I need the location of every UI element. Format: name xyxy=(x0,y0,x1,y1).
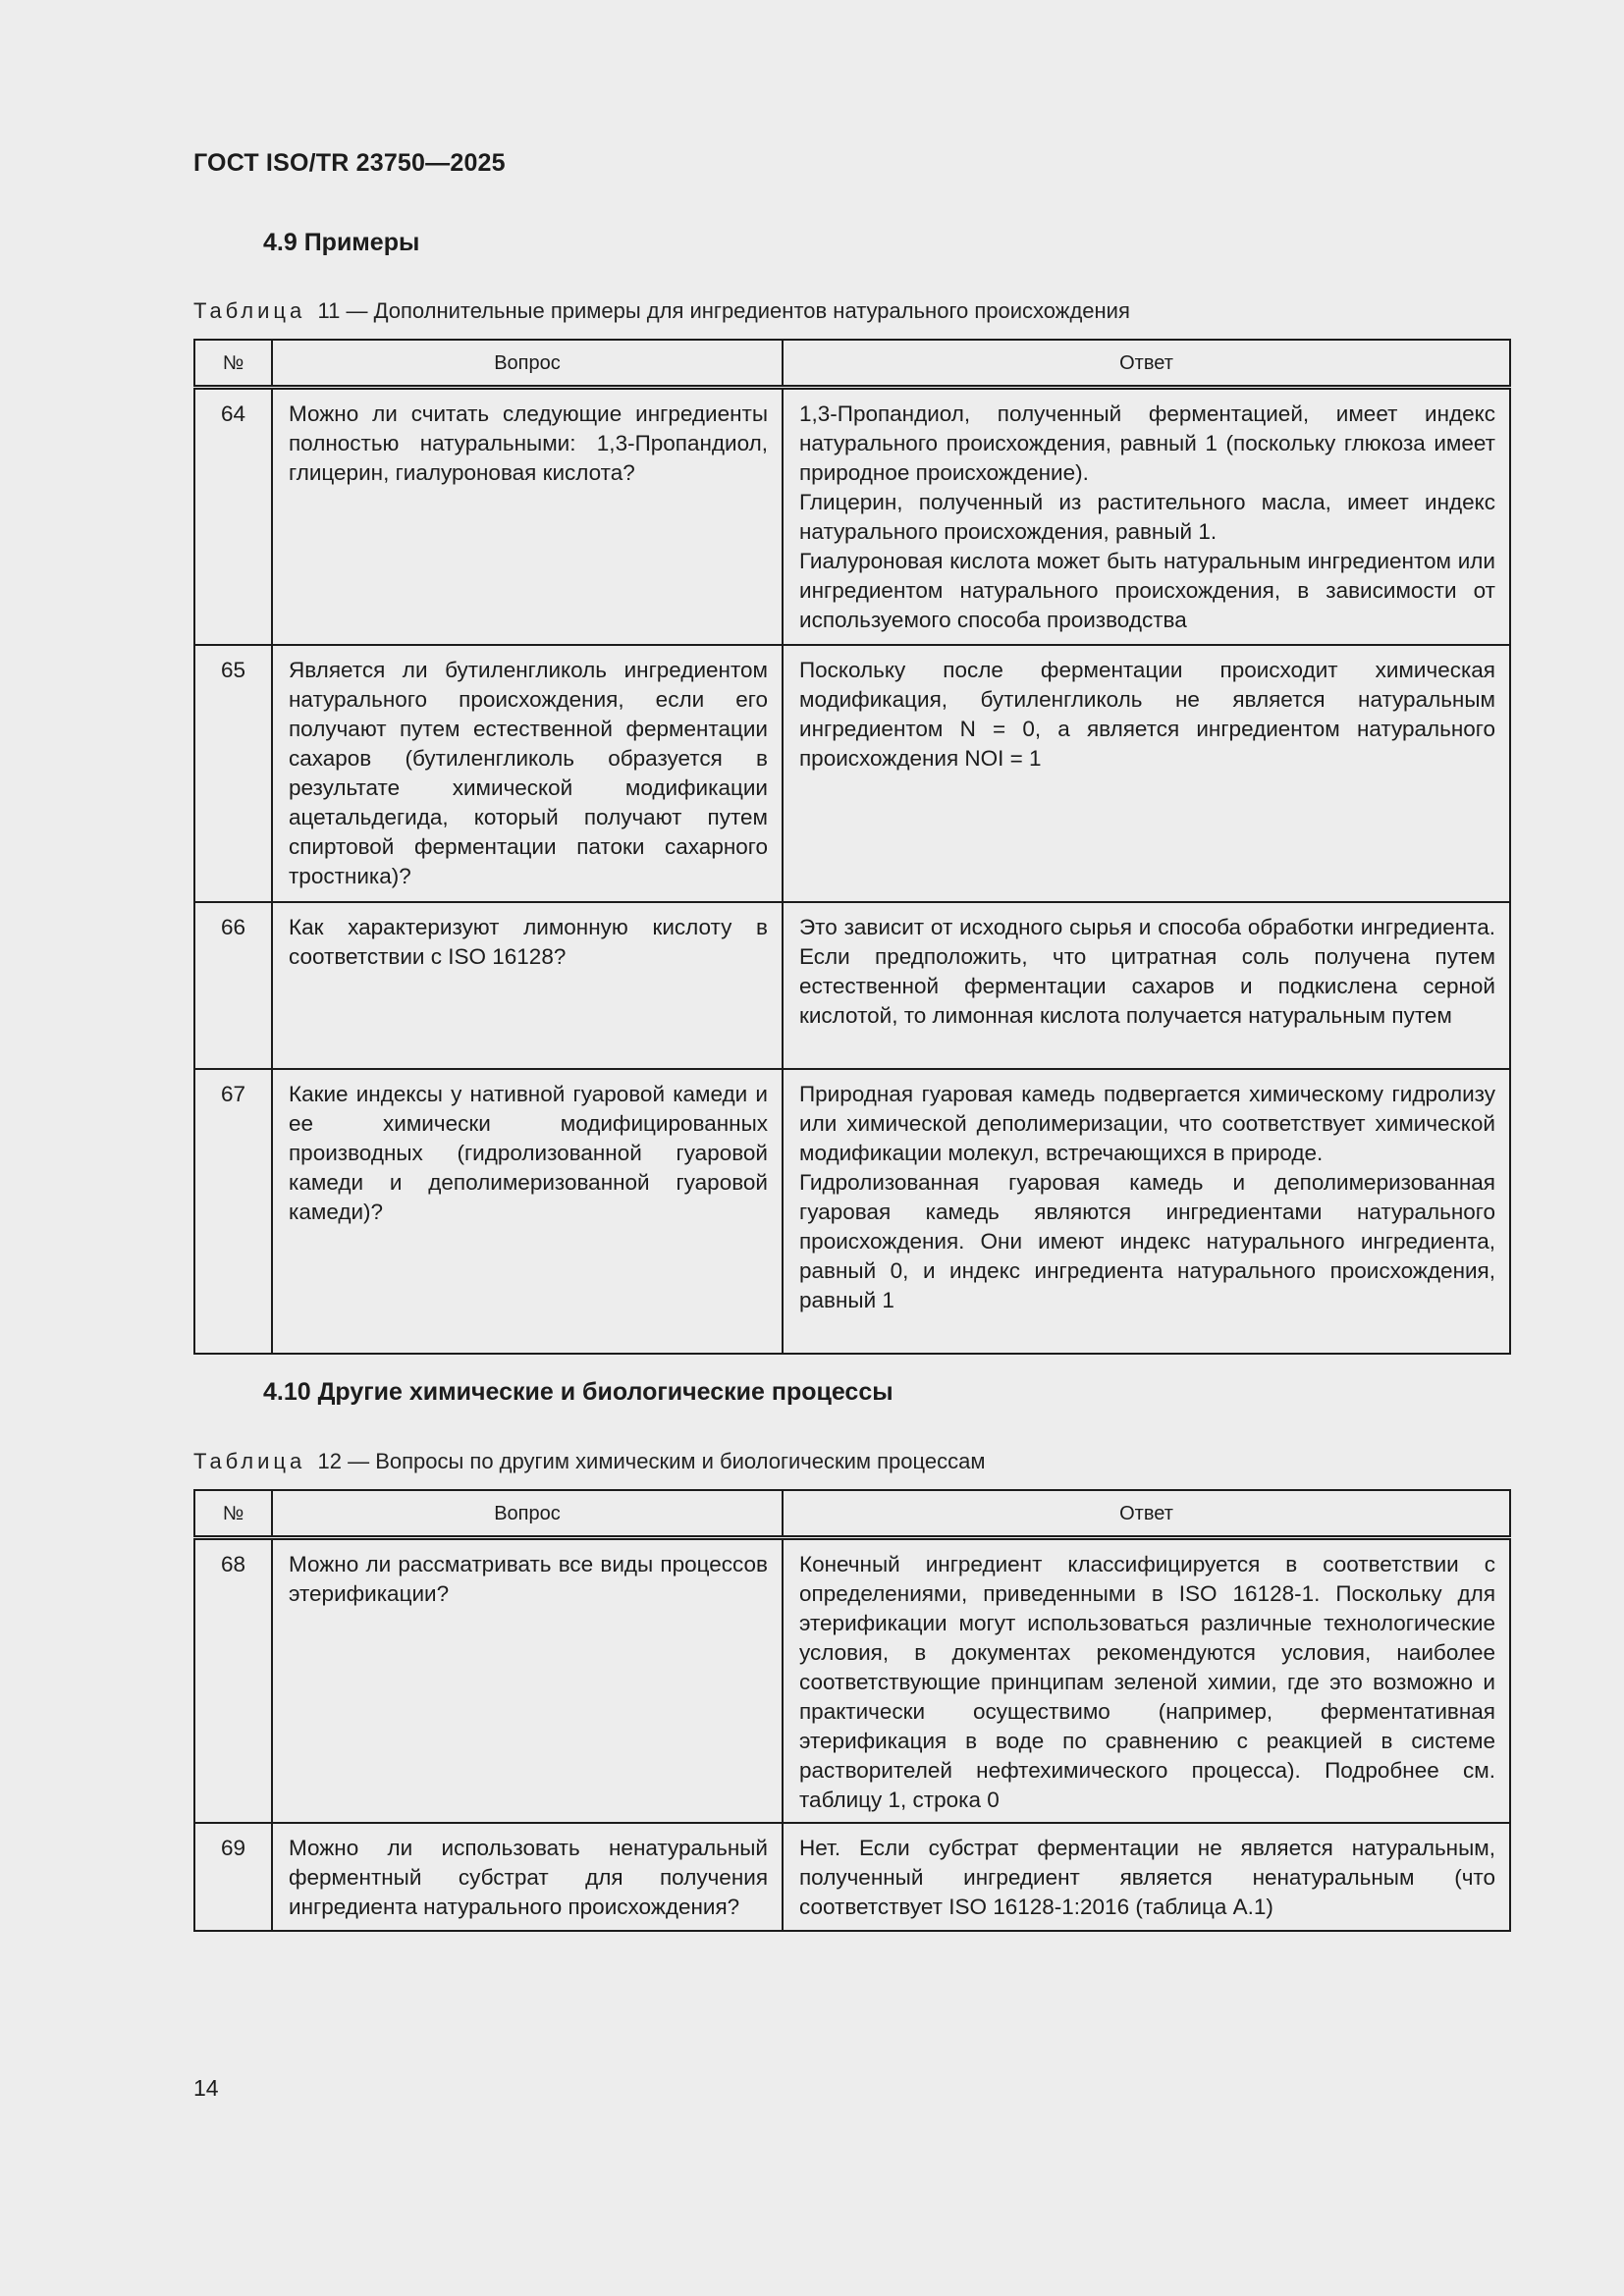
row-number: 64 xyxy=(194,388,272,645)
answer-cell xyxy=(783,1538,1510,1823)
answer-paragraph: Поскольку после ферментации происходит химическая модификация, бутиленгликоль не является натуральным ингредиентом N = 0, а является ингредиентом натурального происхождения NOI = 1 xyxy=(799,657,1495,771)
answer-paragraph: Это зависит от исходного сырья и способа обработки ингредиента. Если предположить, что цитратная соль получена путем естественной ферментации сахаров и подкислена серной кислотой, то лимонная кислота получается натуральным путем xyxy=(799,914,1495,1028)
question-cell: Можно ли использовать ненатуральный ферментный субстрат для получения ингредиента натурального происхождения? xyxy=(272,1823,783,1931)
table-12-caption-text: 12 — Вопросы по другим химическим и биологическим процессам xyxy=(317,1449,986,1473)
table-11-header-row xyxy=(194,340,1510,388)
answer-cell xyxy=(783,388,1510,645)
answer-paragraph: Природная гуаровая камедь подвергается химическому гидролизу или химической деполимеризации, что соответствует химической модификации молекул, встречающихся в природе. xyxy=(799,1081,1495,1165)
answer-paragraph: Глицерин, полученный из растительного масла, имеет индекс натурального происхождения, равный 1. xyxy=(799,490,1495,544)
column-header-num: № xyxy=(194,1490,272,1538)
document-header: ГОСТ ISO/TR 23750—2025 xyxy=(193,149,506,177)
table-12-caption-word: Таблица xyxy=(193,1449,306,1473)
table-12-caption xyxy=(193,1449,985,1474)
question-cell: Можно ли рассматривать все виды процессов этерификации? xyxy=(272,1538,783,1823)
table-11-caption-text: 11 — Дополнительные примеры для ингредиентов натурального происхождения xyxy=(317,298,1130,323)
question-cell: Можно ли считать следующие ингредиенты полностью натуральными: 1,3-Пропандиол, глицерин, гиалуроновая кислота? xyxy=(272,388,783,645)
answer-cell xyxy=(783,1069,1510,1354)
row-number: 65 xyxy=(194,645,272,902)
section-title-4-9: 4.9 Примеры xyxy=(263,229,420,256)
row-number: 66 xyxy=(194,902,272,1069)
answer-paragraph: Гиалуроновая кислота может быть натуральным ингредиентом или ингредиентом натурального происхождения, в зависимости от используемого способа производства xyxy=(799,549,1495,632)
table-row xyxy=(194,1069,1510,1354)
answer-cell xyxy=(783,645,1510,902)
row-number: 67 xyxy=(194,1069,272,1354)
table-row xyxy=(194,1823,1510,1931)
question-cell: Как характеризуют лимонную кислоту в соответствии с ISO 16128? xyxy=(272,902,783,1069)
table-11-caption-word: Таблица xyxy=(193,298,306,323)
answer-paragraph: Нет. Если субстрат ферментации не является натуральным, полученный ингредиент является ненатуральным (что соответствует ISO 16128-1:2016 (таблица А.1) xyxy=(799,1835,1495,1919)
answer-cell xyxy=(783,902,1510,1069)
answer-paragraph: Конечный ингредиент классифицируется в соответствии с определениями, приведенными в ISO 16128-1. Поскольку для этерификации могут использоваться различные технологические условия, в документах рекомендуются условия, наиболее соответствующие принципам зеленой химии, где это возможно и практически осуществимо (например, ферментативная этерификация в воде по сравнению с реакцией в системе растворителей нефтехимического процесса). Подробнее см. таблицу 1, строка 0 xyxy=(799,1552,1495,1812)
table-row xyxy=(194,902,1510,1069)
table-row xyxy=(194,388,1510,645)
column-header-question: Вопрос xyxy=(272,1490,783,1538)
table-11-caption xyxy=(193,298,1130,324)
column-header-answer: Ответ xyxy=(783,1490,1510,1538)
table-row xyxy=(194,1538,1510,1823)
row-number: 69 xyxy=(194,1823,272,1931)
answer-paragraph: 1,3-Пропандиол, полученный ферментацией, имеет индекс натурального происхождения, равный 1 (поскольку глюкоза имеет природное происхождение). xyxy=(799,401,1495,485)
answer-cell xyxy=(783,1823,1510,1931)
column-header-question: Вопрос xyxy=(272,340,783,388)
table-12-header-row xyxy=(194,1490,1510,1538)
section-title-4-10: 4.10 Другие химические и биологические процессы xyxy=(263,1378,893,1406)
row-number: 68 xyxy=(194,1538,272,1823)
column-header-answer: Ответ xyxy=(783,340,1510,388)
table-12 xyxy=(193,1489,1511,1932)
page-number: 14 xyxy=(193,2075,219,2101)
table-row xyxy=(194,645,1510,902)
question-cell: Какие индексы у нативной гуаровой камеди и ее химически модифицированных производных (гидролизованной гуаровой камеди и деполимеризованной гуаровой камеди)? xyxy=(272,1069,783,1354)
table-11 xyxy=(193,339,1511,1355)
question-cell: Является ли бутиленгликоль ингредиентом натурального происхождения, если его получают путем естественной ферментации сахаров (бутиленгликоль образуется в результате химической модификации ацетальдегида, который получают путем спиртовой ферментации патоки сахарного тростника)? xyxy=(272,645,783,902)
column-header-num: № xyxy=(194,340,272,388)
answer-paragraph: Гидролизованная гуаровая камедь и деполимеризованная гуаровая камедь являются ингредиентами натурального происхождения. Они имеют индекс натурального ингредиента, равный 0, и индекс ингредиента натурального происхождения, равный 1 xyxy=(799,1169,1495,1312)
